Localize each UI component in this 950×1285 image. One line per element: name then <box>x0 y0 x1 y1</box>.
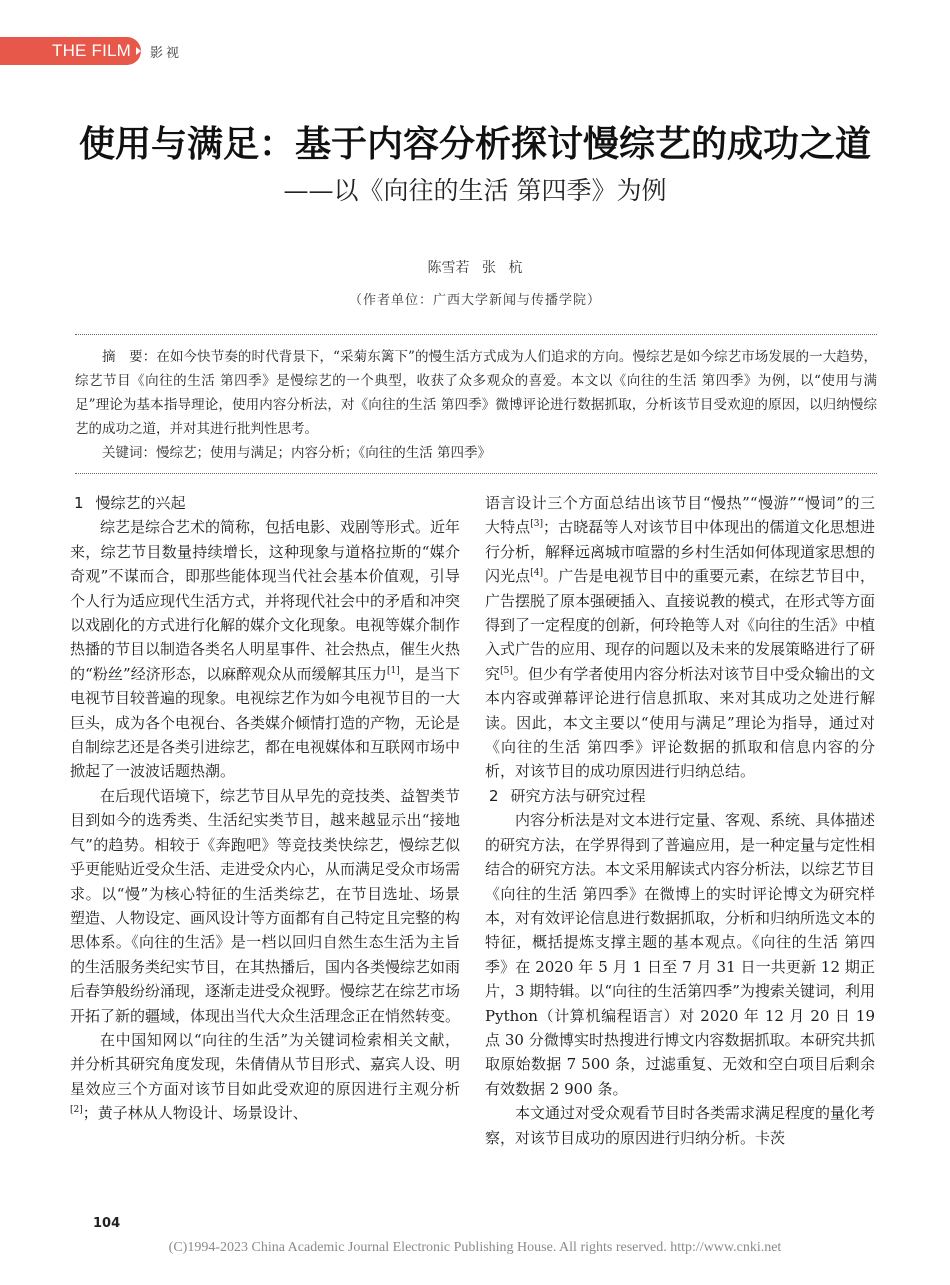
body-paragraph <box>485 491 875 784</box>
keywords-text: 慢综艺；使用与满足；内容分析；《向往的生活 第四季》 <box>156 445 492 461</box>
citation-ref: [1] <box>386 665 400 676</box>
section-title: 慢综艺的兴起 <box>95 494 186 512</box>
copyright-notice: (C)1994-2023 China Academic Journal Electronic Publishing House. All rights reserved. http://www.cnki.net <box>168 1240 782 1255</box>
body-paragraph <box>70 515 460 783</box>
paragraph-text: ；黄子林从人物设计、场景设计、 <box>82 1104 308 1123</box>
right-column <box>485 491 875 1150</box>
article-authors: 陈雪若 张 杭 <box>427 260 523 276</box>
citation-ref: [4] <box>530 568 544 579</box>
paragraph-text: 综艺是综合艺术的简称，包括电影、戏剧等形式。近年来，综艺节目数量持续增长，这种现象与道格拉斯的“媒介奇观”不谋而合，即那些能体现当代社会基本价值观，引导个人行为适应现代生活方式，并将现代社会中的矛盾和冲突以戏剧化的方式进行化解的媒介文化现象。电视等媒介制作热播的节目以制造各类名人明星事件、社会热点，催生火热的“粉丝”经济形态，以麻醉观众从而缓解其压力 <box>70 518 461 683</box>
paragraph-text: 语言设计三个方面总结出该节目“慢热”“慢游”“慢词”的三大特点 <box>485 494 875 537</box>
paragraph-text: 。但少有学者使用内容分析法对该节目中受众输出的文本内容或弹幕评论进行信息抓取、来对其成功之处进行解读。因此，本文主要以“使用与满足”理论为指导，通过对《向往的生活 第四季》评论数据的抓取和信息内容的分析，对该节目的成功原因进行归纳总结。 <box>485 664 875 781</box>
keywords-paragraph <box>75 441 877 465</box>
body-paragraph: 本文通过对受众观看节目时各类需求满足程度的量化考察，对该节目成功的原因进行归纳分析。卡茨 <box>485 1104 876 1147</box>
section-tab-label: THE FILM <box>52 41 132 60</box>
citation-ref: [3] <box>530 519 544 530</box>
abstract-top-divider <box>75 334 877 335</box>
citation-ref: [5] <box>500 665 513 676</box>
paragraph-text: 在中国知网以“向往的生活”为关键词检索相关文献，并分析其研究角度发现，朱倩倩从节目形式、嘉宾人设、明星效应三个方面对该节目如此受欢迎的原因进行主观分析 <box>70 1030 461 1098</box>
section-heading-1 <box>70 491 460 515</box>
page-number: 104 <box>93 1216 121 1231</box>
article-subtitle: ——以《向往的生活 第四季》为例 <box>283 176 667 205</box>
section-number: 2 <box>489 786 499 805</box>
section-title: 研究方法与研究过程 <box>510 786 646 805</box>
abstract-bottom-divider <box>75 473 877 474</box>
author-affiliation: （作者单位：广西大学新闻与传播学院） <box>348 293 601 308</box>
body-paragraph: 内容分析法是对文本进行定量、客观、系统、具体描述的研究方法，在学界得到了普遍应用，是一种定量与定性相结合的研究方法。本文采用解读式内容分析法，以综艺节目《向往的生活 第四季》在微博上的实时评论博文为研究样本，对有效评论信息进行数据抓取，分析和归纳所选文本的特征，概括提炼支撑主题的基本观点。《向往的生活 第四季》在 2020 年 5 月 1 日至 7 月 31 日一共更新 12 期正片，3 期特辑。以“向往的生活第四季”为搜索关键词，利用 Python（计算机编程语言）对 2020 年 12 月 20 日 19 点 30 分微博实时热搜进行博文内容数据抓取。本研究共抓取原始数据 7 500 条，过滤重复、无效和空白项目后剩余有效数据 2 900 条。 <box>485 811 876 1098</box>
keywords-label: 关键词： <box>102 445 156 461</box>
abstract-label: 摘 要： <box>102 349 157 365</box>
paragraph-text: ，是当下电视节目较普遍的现象。电视综艺作为如今电视节目的一大巨头，成为各个电视台、各类媒介倾情打造的产物，无论是自制综艺还是各类引进综艺，都在电视媒体和互联网市场中掀起了一波波话题热潮。 <box>70 664 461 781</box>
left-column <box>70 491 460 1126</box>
abstract-paragraph <box>75 345 877 441</box>
section-label: 影视 <box>150 46 183 61</box>
article-title: 使用与满足：基于内容分析探讨慢综艺的成功之道 <box>78 123 871 165</box>
paragraph-text: ；古晓磊等人对该节目中体现出的儒道文化思想进行分析，解释远离城市喧嚣的乡村生活如何体现道家思想的闪光点 <box>485 518 876 586</box>
section-heading-2 <box>485 784 875 808</box>
paragraph-text: 。广告是电视节目中的重要元素，在综艺节目中，广告摆脱了原本强硬插入、直接说教的模式，在形式等方面得到了一定程度的创新，何玲艳等人对《向往的生活》中植入式广告的应用、现存的问题以及未来的发展策略进行了研究 <box>485 567 876 683</box>
abstract-block <box>75 345 877 465</box>
body-paragraph: 在后现代语境下，综艺节目从早先的竞技类、益智类节目到如今的选秀类、生活纪实类节目，越来越显示出“接地气”的趋势。相较于《奔跑吧》等竞技类快综艺，慢综艺似乎更能贴近受众生活、走进受众内心，从而满足受众市场需求。以“慢”为核心特征的生活类综艺，在节目选址、场景塑造、人物设定、画风设计等方面都有自己特定且完整的构思体系。《向往的生活》是一档以回归自然生态生活为主旨的生活服务类纪实节目，在其热播后，国内各类慢综艺如雨后春笋般纷纷涌现，逐渐走进受众视野。慢综艺在综艺市场开拓了新的疆域，体现出当代大众生活理念正在悄然转变。 <box>70 786 461 1025</box>
body-paragraph <box>70 1028 460 1126</box>
abstract-text: 在如今快节奏的时代背景下，“采菊东篱下”的慢生活方式成为人们追求的方向。慢综艺是如今综艺市场发展的一大趋势，综艺节目《向往的生活 第四季》是慢综艺的一个典型，收获了众多观众的喜爱。本文以《向往的生活 第四季》为例，以“使用与满足”理论为基本指导理论，使用内容分析法，对《向往的生活 第四季》微博评论进行数据抓取，分析该节目受欢迎的原因，以归纳慢综艺的成功之道，并对其进行批判性思考。 <box>75 349 878 437</box>
play-arrow-icon <box>136 47 141 55</box>
section-number: 1 <box>74 494 84 512</box>
citation-ref: [2] <box>70 1105 83 1116</box>
film-section-tab <box>0 37 141 65</box>
